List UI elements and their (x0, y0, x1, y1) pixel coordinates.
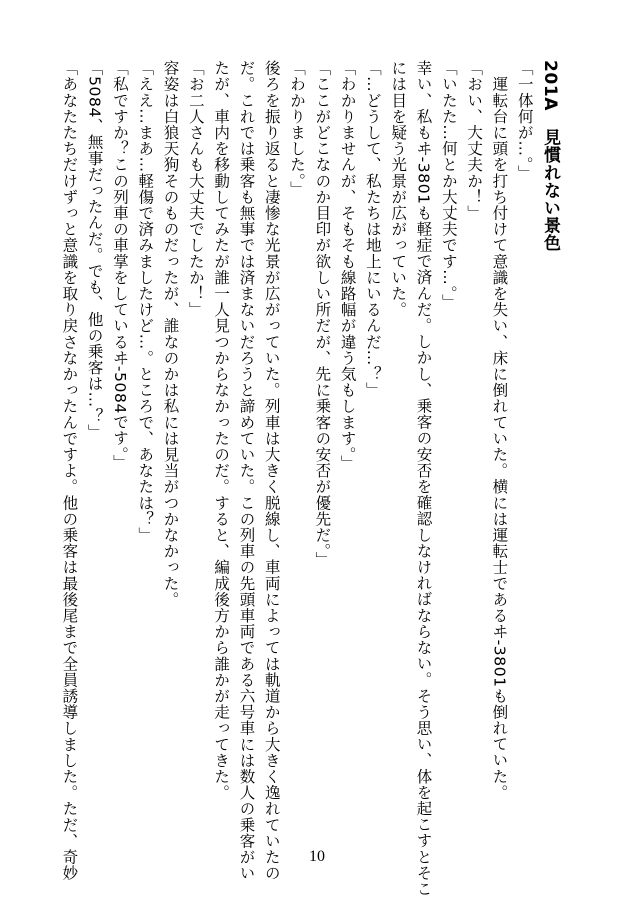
text-line: 「わかりました。」 (288, 60, 307, 198)
text-line: 「あなたたちだけずっと意識を取り戻さなかったんですよ。他の乗客は最後尾まで全員誘導しました。ただ、奇妙 (60, 60, 79, 882)
text-line: だ。これでは乗客も無事では済まないだろうと諦めていた。この列車の先頭車両である六号車には数人の乗客がい (237, 60, 256, 882)
text-line: 「ここがどこなのか目印が欲しい所だが、先に乗客の安否が優先だ。」 (313, 60, 332, 568)
text-line: 「ええ…まあ…軽傷で済みましたけど…。ところで、あなたは？」 (136, 60, 155, 543)
text-line: 「おい、大丈夫か！」 (465, 60, 484, 221)
page-number: 10 (309, 848, 325, 865)
text-line: 「お二人さんも大丈夫でしたか！」 (186, 60, 205, 318)
text-line: 後ろを振り返ると凄惨な光景が広がっていた。列車は大きく脱線し、車両によっては軌道から大きく逸れていたの (262, 60, 281, 882)
text-line: 「5084、無事だったんだ。でも、他の乗客は…？」 (85, 60, 104, 440)
chapter-title: 201A 見慣れない景色 (540, 60, 560, 252)
text-line: 容姿は白狼天狗そのものだったが、誰なのかは私には見当がつかなかった。 (161, 60, 180, 608)
text-line: 「…どうして、私たちは地上にいるんだ…？」 (363, 60, 382, 399)
text-line: 「いたた…何とか大丈夫です…。」 (439, 60, 458, 310)
text-line: 「わかりませんが、そもそも線路幅が違う気もします。」 (338, 60, 357, 471)
text-line: たが、車内を移動してみたが誰一人見つからなかったのだ。すると、編成後方から誰かが走ってきた。 (212, 60, 231, 801)
text-line: 幸い、私もヰ-3801も軽症で済んだ。しかし、乗客の安否を確認しなければならない。そう思い、体を起こすとそこ (414, 60, 433, 897)
text-line: 「一体何が…。」 (515, 60, 534, 182)
text-line: には目を疑う光景が広がっていた。 (389, 60, 408, 318)
text-line: 「私ですか？この列車の車掌をしているヰ-5084です。」 (110, 60, 129, 471)
text-line: 運転台に頭を打ち付けて意識を失い、床に倒れていた。横には運転士であるヰ-3801も倒れていた。 (490, 60, 509, 801)
